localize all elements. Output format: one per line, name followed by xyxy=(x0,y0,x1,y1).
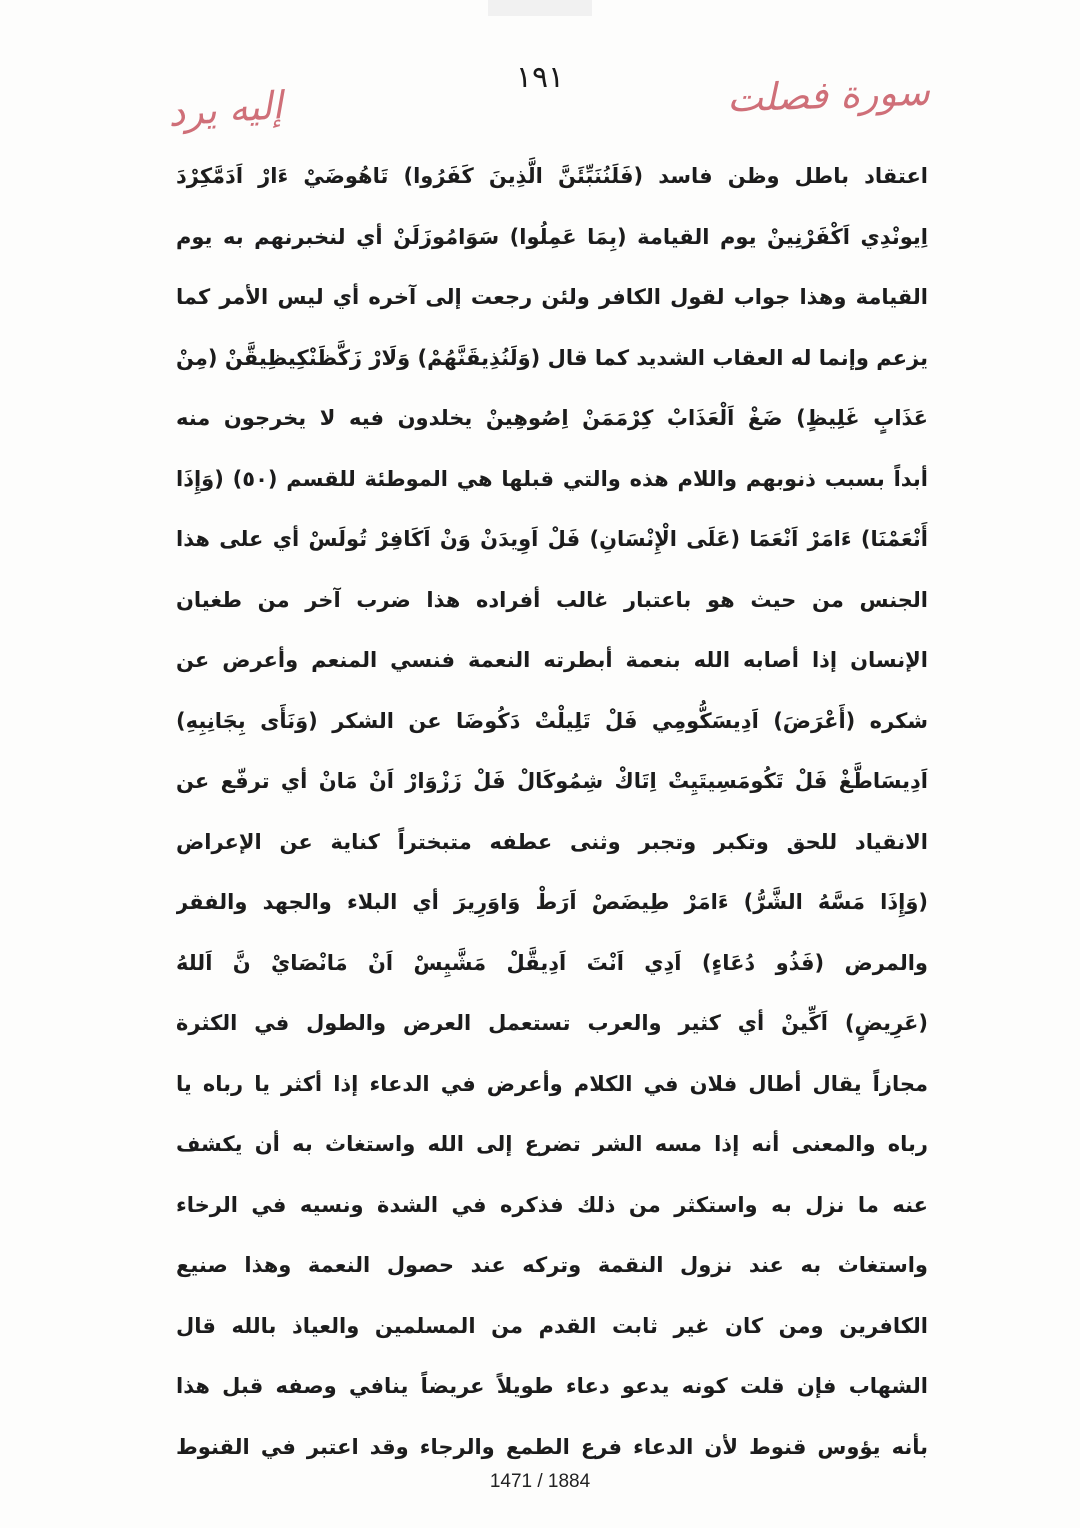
text-line: الجنس من حيث هو باعتبار غالب أفراده هذا ضرب آخر من طغيان xyxy=(176,587,928,612)
text-line: الانقياد للحق وتكبر وتجبر وثنى عطفه متبختراً كناية عن الإعراض xyxy=(176,829,928,854)
handwritten-note: إليه يرد xyxy=(166,83,284,135)
text-line: بأنه يؤوس قنوط لأن الدعاء فرع الطمع والرجاء وقد اعتبر في القنوط xyxy=(176,1434,928,1459)
pagination-counter: 1471 / 1884 xyxy=(489,1471,591,1492)
text-line: عَذَابٍ غَلِيظٍ) ضَغْ اَلْعَذَابْ كِرْمَمَنْ اِصُوهِينْ يخلدون فيه لا يخرجون منه xyxy=(176,406,928,430)
text-line: أَنْعَمْنَا) ءَامَرْ اَنْعَمَا (عَلَى الْإِنْسَانِ) فَلْ اَوِيدَنْ وَنْ اَكَافِرْ تُولَسْ أي على هذا xyxy=(176,527,928,551)
text-line: واستغاث به عند نزول النقمة وتركه عند حصول النعمة وهذا صنيع xyxy=(176,1253,928,1277)
text-line: اِيونْدِي اَكْفَرْنِينْ يوم القيامة (بِمَا عَمِلُوا) سَوَامُوزَلَنْ أي لنخبرنهم به يوم xyxy=(176,224,928,249)
text-line: اعتقاد باطل وظن فاسد (فَلَنُنَبِّئَنَّ الَّذِينَ كَفَرُوا) تَاهُوضَيْ ءَارْ اَدَمَّكِرْدَ xyxy=(176,164,928,188)
text-line: اَدِيسَاطَّغْ فَلْ تَكُومَسِيتَيِتْ اِتَاكْ شِمُوكَالْ فَلْ زَزْوَارْ اَنْ مَانْ أي ترفّع عن xyxy=(176,769,928,793)
text-line: والمرض (فَذُو دُعَاءٍ) اَدِي اَنْتَ اَدِيقَّلْ مَشَّيِسْ اَنْ مَانْصَايْ نَّ اَللهُ xyxy=(176,950,928,975)
scan-tab-mark xyxy=(488,0,592,16)
text-line: شكره (أَعْرَضَ) اَدِيسَكُّومِي فَلْ تَلِيلْتْ دَكُوضَا عن الشكر (وَنَأَى بِجَانِبِهِ) xyxy=(176,708,928,733)
handwritten-surah-name: سورة فصلت xyxy=(726,69,931,121)
text-line: (وَإِذَا مَسَّهُ الشَّرُّ) ءَامَرْ طِيضَصْ اَرَطْ وَاوَرِيرَ أي البلاء والجهد والفقر xyxy=(176,890,928,914)
page-number: ١٩١ xyxy=(515,60,565,95)
text-line: القيامة وهذا جواب لقول الكافر ولئن رجعت إلى آخره أي ليس الأمر كما xyxy=(176,285,928,309)
text-line: أبداً بسبب ذنوبهم واللام هذه والتي قبلها هي الموطئة للقسم (٥٠) (وَإِذَا xyxy=(176,466,928,491)
text-line: الكافرين ومن كان غير ثابت القدم من المسلمين والعياذ بالله قال xyxy=(176,1313,928,1338)
text-line: مجازاً يقال أطال فلان في الكلام وأعرض في الدعاء إذا أكثر يا رباه يا xyxy=(176,1071,928,1096)
text-line: عنه ما نزل به واستكثر من ذلك فذكره في الشدة ونسيه في الرخاء xyxy=(176,1192,928,1217)
text-line: يزعم وإنما له العقاب الشديد كما قال (وَلَنُذِيقَنَّهُمْ) وَلَارْ زَكَّظَنْكِيظِيقَّنْ (مِنْ xyxy=(176,345,928,370)
text-line: الشهاب فإن قلت كونه يدعو دعاء طويلاً عريضاً ينافي وصفه قبل هذا xyxy=(176,1374,928,1398)
body-text xyxy=(176,146,928,1477)
text-line: رباه والمعنى أنه إذا مسه الشر تضرع إلى الله واستغاث به أن يكشف xyxy=(176,1132,928,1156)
text-line: (عَرِيضٍ) اَكِّينْ أي كثير والعرب تستعمل العرض والطول في الكثرة xyxy=(176,1011,928,1035)
text-line: الإنسان إذا أصابه الله بنعمة أبطرته النعمة فنسي المنعم وأعرض عن xyxy=(176,648,928,672)
